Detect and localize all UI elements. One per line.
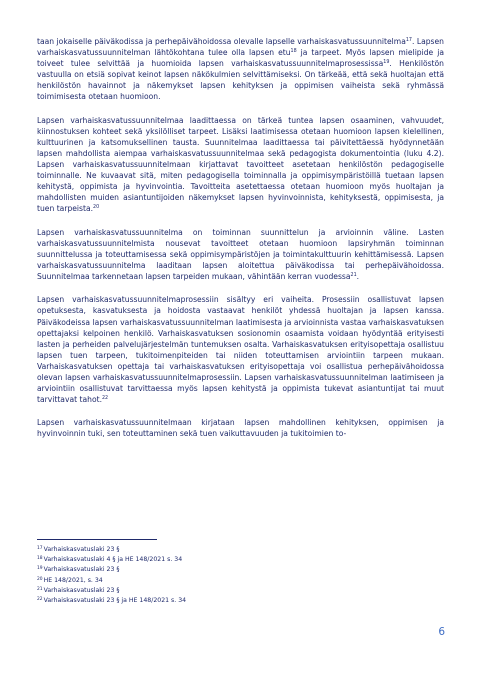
paragraph — [37, 115, 444, 214]
footnote-text: Varhaiskasvatuslaki 4 § ja HE 148/2021 s. 34 — [43, 556, 183, 564]
footnote-text: Varhaiskasvatuslaki 23 § — [43, 566, 120, 574]
footnote-number: 19 — [37, 566, 43, 572]
footnote-divider — [37, 539, 157, 540]
footnote-number: 20 — [37, 576, 43, 582]
paragraph-text: . Henkilöstön vastuulla on etsiä sopivat keinot lapsen näkökulmien selvittämiseksi. On tärkeää, että sekä huoltajan että henkilöstön havainnot ja näkemykset lapsen kehityksen ja oppimisen vaiheista sekä ryhmässä toimimisesta otetaan huomioon. — [37, 59, 444, 102]
footnote-reference: 21 — [350, 272, 357, 278]
paragraph-text: . — [356, 271, 360, 281]
footnote-number: 22 — [37, 597, 43, 603]
footnote — [37, 595, 444, 605]
footnote-text: Varhaiskasvatuslaki 23 § ja HE 148/2021 s. 34 — [43, 597, 187, 605]
footnote-reference: 17 — [405, 38, 412, 43]
paragraph — [37, 227, 444, 282]
paragraph-text: taan jokaiselle päiväkodissa ja perhepäivähoidossa olevalle lapselle varhaiskasvatussuunnitelma — [37, 37, 406, 46]
paragraph-text: Lapsen varhaiskasvatussuunnitelma on toiminnan suunnittelun ja arvioinnin väline. Lasten varhaiskasvatussuunnitelmista nousevat tavoitteet otetaan huomioon lapsiryhmän toiminnan suunnittelussa ja toteuttamisessa sekä oppimisympäristöjen ja toimintakulttuurin kehittämisessä. Lapsen varhaiskasvatussuunnitelma laaditaan lapsen aloitettua päiväkodissa tai perhepäivähoidossa. Suunnitelmaa tarkennetaan lapsen tarpeiden mukaan, vähintään kerran vuodessa — [37, 227, 444, 281]
footnote-number: 21 — [37, 586, 43, 592]
footnote-reference: 20 — [93, 205, 100, 211]
footnote-text: Varhaiskasvatuslaki 23 § — [43, 586, 120, 594]
footnote — [37, 575, 444, 585]
page-number: 6 — [438, 626, 445, 638]
footnote — [37, 544, 444, 554]
paragraph-text: Lapsen varhaiskasvatussuunnitelmaprosessiin sisältyy eri vaiheita. Prosessiin osallistuvat lapsen opetuksesta, kasvatuksesta ja hoidosta vastaavat henkilöt yhdessä huoltajan ja lapsen kanssa. Päiväkodeissa lapsen varhaiskasvatussuunnitelman laatimisesta ja arvioinnista vastaa varhaiskasvatuksen opettajaksi kelpoinen henkilö. Varhaiskasvatuksen sosionomin osaamista voidaan hyödyntää erityisesti lasten ja perheiden palvelujärjestelmän tuntemuksen osalta. Varhaiskasvatuksen erityisopettaja osallistuu lapsen tuen tarpeen, tukitoimenpiteiden tai niiden toteuttamisen arviointiin tarpeen mukaan. Varhaiskasvatuksen opettaja tai varhaiskasvatuksen erityisopettaja voi osallistua perhepäivähoidossa olevan lapsen varhaiskasvatussuunnitelmaprosessiin. Lapsen varhaiskasvatussuunnitelman laatimiseen ja arviointiin osallistuvat tarvittaessa myös lapsen kehitystä ja oppimista tukevat asiantuntijat tai muut tarvittavat tahot. — [37, 295, 444, 404]
footnote-text: Varhaiskasvatuslaki 23 § — [43, 546, 120, 553]
footnote-reference: 18 — [290, 49, 297, 55]
paragraph — [37, 36, 444, 102]
footnote — [37, 585, 444, 595]
body-text — [37, 36, 444, 452]
paragraph-text: Lapsen varhaiskasvatussuunnitelmaan kirjataan lapsen mahdollinen kehityksen, oppimisen ja hyvinvoinnin tuki, sen toteuttaminen sekä tuen vaikuttavuuden ja tukitoimien to- — [37, 418, 444, 439]
footnotes — [37, 539, 444, 605]
footnote-number: 18 — [37, 556, 43, 562]
footnote-text: HE 148/2021, s. 34 — [43, 576, 103, 584]
paragraph-text: Lapsen varhaiskasvatussuunnitelmaa laadittaessa on tärkeä tuntea lapsen osaaminen, vahvuudet, kiinnostuksen kohteet sekä yksilölliset tarpeet. Lisäksi laatimisessa otetaan huomioon lapsen kielellinen, kulttuurinen ja katsomuksellinen tausta. Suunnitelmaa laadittaessa tai päivitettäessä hyödynnetään lapsen mahdollista aiempaa varhaiskasvatussuunnitelmaa sekä pedagogista dokumentointia (luku 4.2). Lapsen varhaiskasvatussuunnitelmaan kirjattavat tavoitteet asetetaan henkilöstön pedagogiselle toiminnalle. Ne kuvaavat sitä, miten pedagogisella toiminnalla ja oppimisympäristöillä tuetaan lapsen kehitystä, oppimista ja hyvinvointia. Tavoitteita asetettaessa otetaan huomioon myös huoltajan ja mahdollisten muiden asiantuntijoiden näkemykset lapsen hyvinvoinnista, kehityksestä, oppimisesta, ja tuen tarpeista. — [37, 115, 444, 214]
footnote-reference: 22 — [102, 395, 109, 401]
paragraph-text: . Lapsen varhaiskasvatussuunnitelman lähtökohtana tulee olla lapsen etu — [37, 37, 444, 58]
footnote — [37, 554, 444, 564]
paragraph — [37, 294, 444, 404]
footnote — [37, 564, 444, 574]
paragraph-text: ja tarpeet. Myös lapsen mielipide ja toiveet tulee selvittää ja huomioida lapsen varhaiskasvatussuunnitelmaprosessissa — [37, 48, 444, 69]
paragraph — [37, 417, 444, 439]
footnote-number: 17 — [37, 546, 43, 551]
footnote-reference: 19 — [383, 60, 390, 66]
